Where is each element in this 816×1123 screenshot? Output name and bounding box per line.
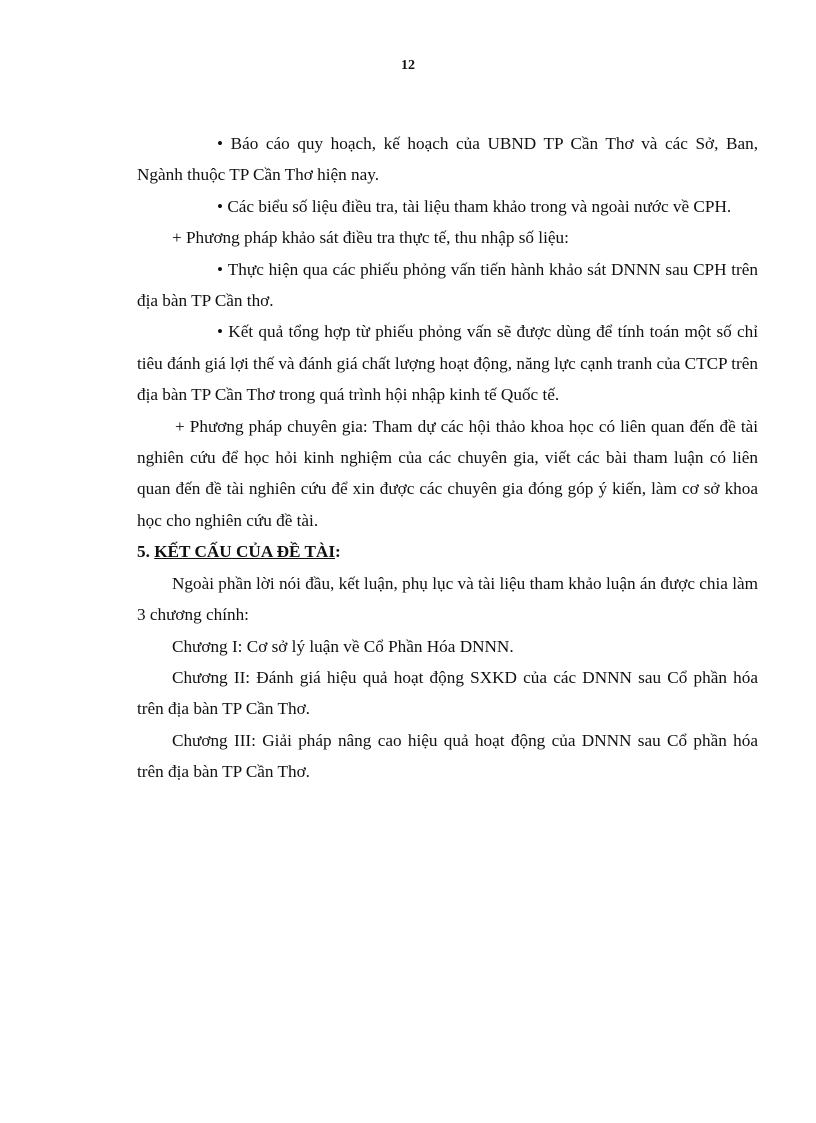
chapter-item: Chương III: Giải pháp nâng cao hiệu quả hoạt động của DNNN sau Cổ phần hóa trên địa bàn TP Cần Thơ. bbox=[137, 730, 758, 782]
section-title: KẾT CẤU CỦA ĐỀ TÀI bbox=[154, 542, 336, 562]
page-number: 12 bbox=[401, 58, 415, 73]
bullet-paragraph: • Báo cáo quy hoạch, kế hoạch của UBND TP Cần Thơ và các Sở, Ban, Ngành thuộc TP Cần Thơ hiện nay. bbox=[137, 128, 758, 191]
body-paragraph: Ngoài phần lời nói đầu, kết luận, phụ lục và tài liệu tham khảo luận án được chia làm 3 chương chính: bbox=[137, 573, 758, 625]
document-body bbox=[137, 128, 758, 788]
chapter-item: Chương II: Đánh giá hiệu quả hoạt động SXKD của các DNNN sau Cổ phần hóa trên địa bàn TP Cần Thơ. bbox=[137, 667, 758, 719]
chapter-item: Chương I: Cơ sở lý luận về Cổ Phần Hóa DNNN. bbox=[172, 636, 514, 656]
section-colon: : bbox=[335, 542, 341, 562]
bullet-paragraph: • Thực hiện qua các phiếu phỏng vấn tiến hành khảo sát DNNN sau CPH trên địa bàn TP Cần thơ. bbox=[137, 254, 758, 317]
bullet-paragraph: • Kết quả tổng hợp từ phiếu phỏng vấn sẽ được dùng để tính toán một số chỉ tiêu đánh giá lợi thế và đánh giá chất lượng hoạt động, năng lực cạnh tranh của CTCP trên địa bàn TP Cần Thơ trong quá trình hội nhập kinh tế Quốc tế. bbox=[137, 316, 758, 410]
section-number: 5. bbox=[137, 542, 155, 562]
bullet-paragraph: • Các biểu số liệu điều tra, tài liệu tham khảo trong và ngoài nước về CPH. bbox=[137, 191, 758, 222]
method-paragraph: + Phương pháp khảo sát điều tra thực tế, thu nhập số liệu: bbox=[172, 228, 569, 248]
section-heading bbox=[137, 536, 758, 567]
method-paragraph: + Phương pháp chuyên gia: Tham dự các hội thảo khoa học có liên quan đến đề tài nghiên cứu để học hỏi kinh nghiệm của các chuyên gia, viết các bài tham luận có liên quan đến đề tài nghiên cứu để xin được các chuyên gia đóng góp ý kiến, làm cơ sở khoa học cho nghiên cứu đề tài. bbox=[137, 416, 758, 530]
